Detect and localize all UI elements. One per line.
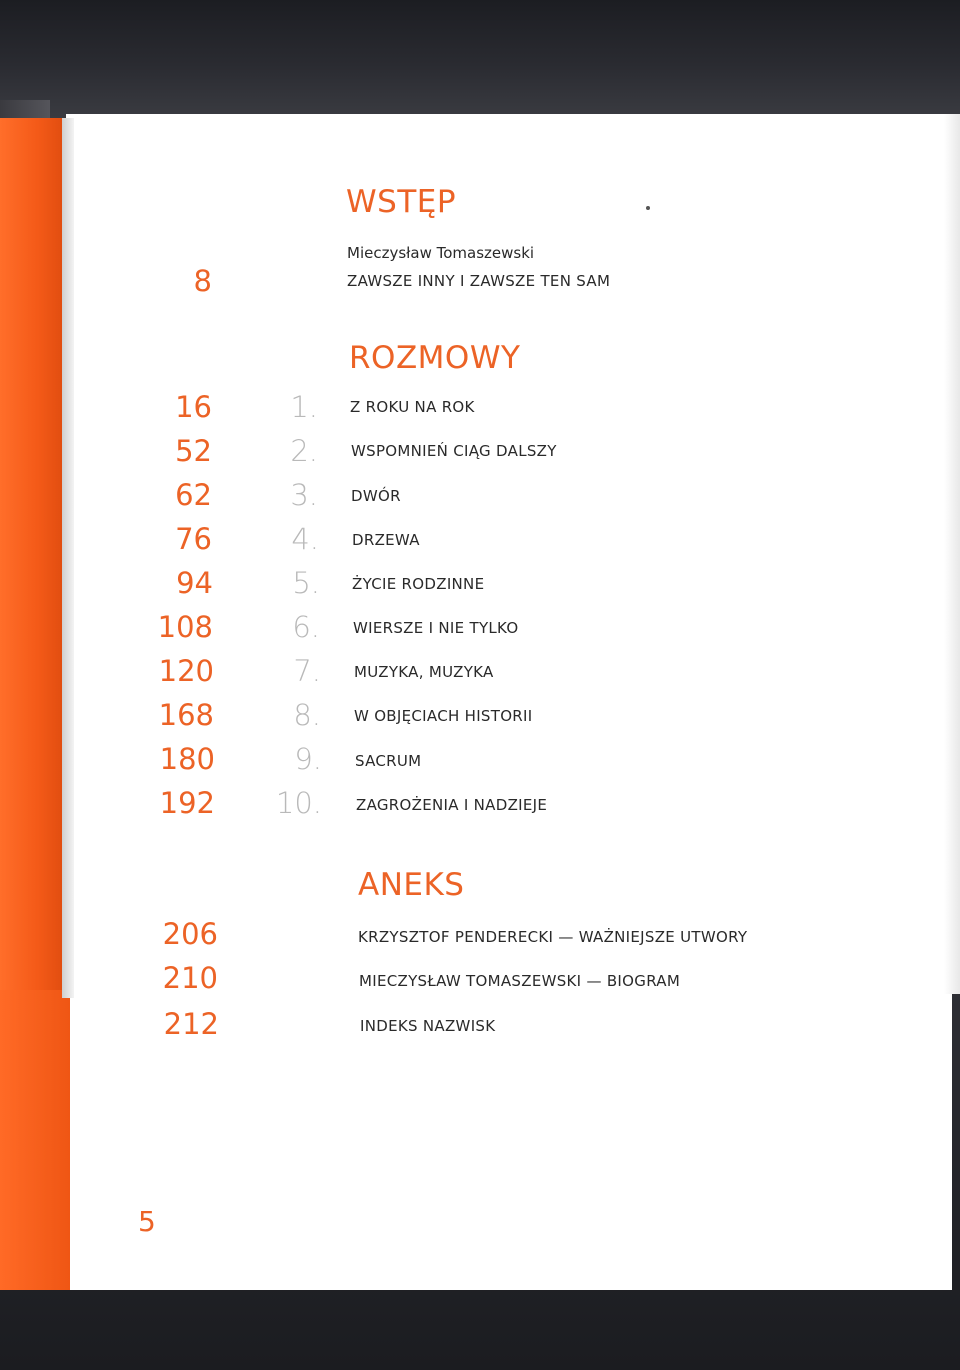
dust-speck <box>646 206 650 210</box>
chapter-number: 4. <box>291 522 319 556</box>
section-title-aneks: ANEKS <box>358 867 465 903</box>
toc-entry-title: W OBJĘCIACH HISTORII <box>354 707 533 725</box>
chapter-number: 5. <box>292 566 320 600</box>
toc-page-number: 192 <box>159 786 215 820</box>
toc-entry-title: MUZYKA, MUZYKA <box>354 663 494 681</box>
toc-page-number: 8 <box>193 264 212 298</box>
page-gutter <box>62 118 74 998</box>
toc-page-number: 52 <box>175 434 212 468</box>
author-name: Mieczysław Tomaszewski <box>347 244 535 262</box>
toc-entry-title: ŻYCIE RODZINNE <box>352 575 485 593</box>
toc-entry-title: ZAGROŻENIA I NADZIEJE <box>356 796 548 814</box>
orange-cover-spine <box>0 118 62 998</box>
orange-cover-spine-lower <box>0 990 70 1290</box>
toc-page-number: 16 <box>175 390 212 424</box>
toc-page-number: 94 <box>176 566 213 600</box>
toc-page-number: 180 <box>159 742 215 776</box>
toc-page-number: 206 <box>162 917 218 951</box>
toc-page-number: 62 <box>175 478 212 512</box>
toc-entry-title: ZAWSZE INNY I ZAWSZE TEN SAM <box>347 272 611 290</box>
chapter-number: 1. <box>290 390 318 424</box>
toc-entry-title: WSPOMNIEŃ CIĄG DALSZY <box>351 442 557 460</box>
toc-entry-title: SACRUM <box>355 752 422 770</box>
toc-page-number: 76 <box>175 522 212 556</box>
chapter-number: 10. <box>275 786 322 820</box>
chapter-number: 6. <box>292 610 320 644</box>
toc-entry-title: KRZYSZTOF PENDERECKI — WAŻNIEJSZE UTWORY <box>358 928 748 946</box>
toc-page-number: 168 <box>158 698 214 732</box>
chapter-number: 8. <box>293 698 321 732</box>
scan-background-top <box>0 0 960 118</box>
toc-entry-title: WIERSZE I NIE TYLKO <box>353 619 519 637</box>
toc-entry-title: INDEKS NAZWISK <box>360 1017 496 1035</box>
toc-page-number: 120 <box>158 654 214 688</box>
toc-entry-title: DRZEWA <box>352 531 420 549</box>
toc-page-number: 212 <box>163 1007 219 1041</box>
chapter-number: 9. <box>294 742 322 776</box>
section-title-wstep: WSTĘP <box>346 184 457 220</box>
page-edge <box>944 114 960 994</box>
page-folio-number: 5 <box>138 1205 156 1238</box>
toc-page-number: 210 <box>162 961 218 995</box>
chapter-number: 7. <box>293 654 321 688</box>
toc-entry-title: DWÓR <box>351 487 401 505</box>
chapter-number: 2. <box>290 434 318 468</box>
toc-page-number: 108 <box>157 610 213 644</box>
toc-entry-title: MIECZYSŁAW TOMASZEWSKI — BIOGRAM <box>359 972 681 990</box>
section-title-rozmowy: ROZMOWY <box>349 340 521 376</box>
chapter-number: 3. <box>290 478 318 512</box>
toc-entry-title: Z ROKU NA ROK <box>350 398 475 416</box>
